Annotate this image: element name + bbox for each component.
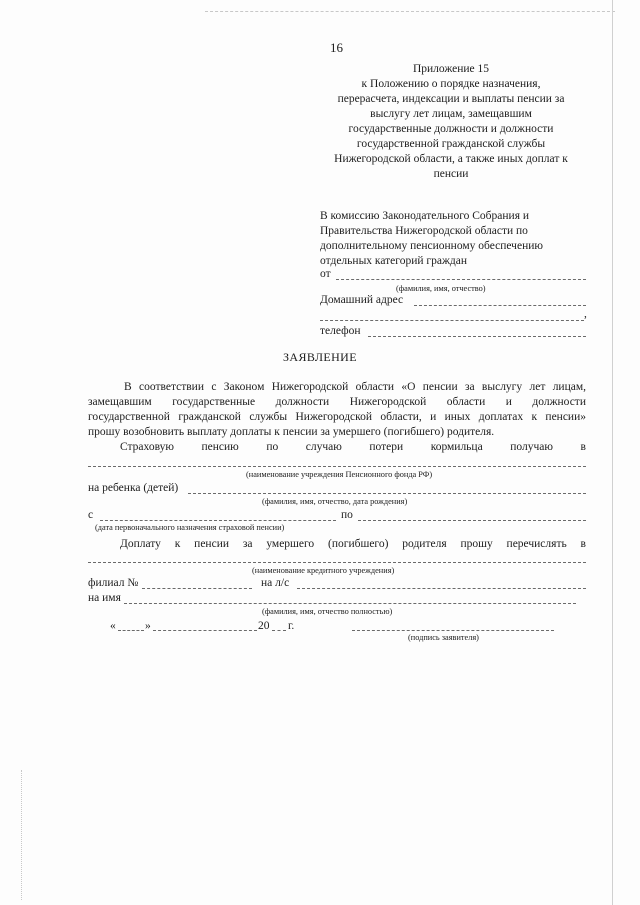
addressee-line: В комиссию Законодательного Собрания и (320, 210, 530, 222)
phone-label: телефон (320, 325, 361, 337)
pension-line (120, 440, 586, 455)
date-open-quote: « (110, 620, 116, 632)
page-number: 16 (330, 40, 343, 55)
annex-line: к Положению о порядке назначения, (361, 78, 541, 90)
scan-edge-left (21, 770, 22, 900)
pension-word: случаю (305, 441, 342, 453)
from-caption: (фамилия, имя, отчество) (396, 284, 486, 293)
credit-institution-caption: (наименование кредитного учреждения) (252, 566, 395, 575)
annex-line: выслугу лет лицам, замещавшим (370, 108, 532, 120)
address-comma: , (584, 308, 587, 320)
transfer-word: в (580, 538, 586, 550)
from-label: от (320, 268, 331, 280)
signature-caption: (подпись заявителя) (408, 633, 479, 642)
account-field[interactable] (297, 588, 586, 589)
annex-line: Приложение 15 (412, 63, 490, 75)
credit-institution-field[interactable] (88, 562, 586, 563)
transfer-word: умершего (266, 538, 315, 550)
full-name-field[interactable] (124, 603, 576, 604)
pension-word: получаю (510, 441, 553, 453)
pension-word: потери (369, 441, 404, 453)
home-address-field-line2[interactable] (320, 320, 584, 321)
addressee-line: отдельных категорий граждан (320, 255, 468, 267)
period-from-label: с (88, 509, 94, 521)
addressee-line: Правительства Нижегородской области по (320, 225, 528, 237)
pension-word: пенсию (201, 441, 239, 453)
period-caption: (дата первоначального назначения страховой пенсии) (95, 523, 285, 532)
children-field[interactable] (188, 493, 586, 494)
phone-field[interactable] (368, 336, 586, 337)
annex-line: государственные должности и должности (348, 123, 554, 135)
date-day-field[interactable] (118, 630, 144, 631)
home-address-field[interactable] (414, 305, 586, 306)
children-label: на ребенка (детей) (88, 482, 179, 494)
transfer-word: к (174, 538, 181, 550)
transfer-word: пенсии (194, 538, 229, 550)
period-from-field[interactable] (100, 520, 336, 521)
pension-word: кормильца (430, 441, 483, 453)
from-field[interactable] (336, 279, 586, 280)
transfer-line (120, 537, 586, 552)
transfer-word: Доплату (120, 538, 161, 550)
period-to-field[interactable] (358, 520, 586, 521)
date-year-suffix: г. (288, 620, 295, 632)
period-to-label: по (341, 509, 353, 521)
document-title: ЗАЯВЛЕНИЕ (283, 350, 357, 364)
full-name-caption: (фамилия, имя, отчество полностью) (262, 607, 393, 616)
transfer-word: перечислять (506, 538, 567, 550)
annex-line: пенсии (433, 168, 469, 180)
transfer-word: прошу (460, 538, 493, 550)
annex-line: Нижегородской области, а также иных доплат к (334, 153, 568, 165)
transfer-word: родителя (402, 538, 447, 550)
scan-edge-right (612, 0, 613, 905)
date-month-field[interactable] (153, 630, 257, 631)
name-label: на имя (88, 592, 121, 604)
addressee-line: дополнительному пенсионному обеспечению (320, 240, 543, 252)
date-year-field[interactable] (272, 630, 286, 631)
pension-fund-field[interactable] (88, 466, 586, 467)
account-label: на л/с (261, 577, 290, 589)
body-line: государственной гражданской службы Нижегородской области, и иных доплатах к пенсии» (88, 411, 586, 423)
pension-word: по (266, 441, 279, 453)
annex-line: государственной гражданской службы (356, 138, 546, 150)
annex-header (305, 62, 597, 182)
addressee-block (320, 209, 543, 269)
body-line: В соответствии с Законом Нижегородской области «О пенсии за выслугу лет лицам, (124, 381, 586, 393)
pension-word: в (580, 441, 586, 453)
home-address-label: Домашний адрес (320, 294, 404, 306)
transfer-word: (погибшего) (328, 538, 389, 550)
pension-word: Страховую (120, 441, 174, 453)
branch-number-field[interactable] (142, 588, 252, 589)
date-close-quote: » (145, 620, 151, 632)
children-caption: (фамилия, имя, отчество, дата рождения) (262, 497, 408, 506)
pension-fund-caption: (наименование учреждения Пенсионного фонда РФ) (246, 470, 433, 479)
branch-label: филиал № (88, 577, 139, 589)
date-year-prefix: 20 (258, 620, 270, 632)
transfer-word: за (242, 538, 253, 550)
scan-edge-top (205, 11, 615, 12)
application-body (88, 380, 586, 440)
signature-field[interactable] (352, 630, 554, 631)
body-line: замещавшим государственные должности Нижегородской области и должности (88, 396, 586, 408)
annex-line: перерасчета, индексации и выплаты пенсии за (337, 93, 565, 105)
body-line: прошу возобновить выплату доплаты к пенсии за умершего (погибшего) родителя. (88, 426, 495, 438)
